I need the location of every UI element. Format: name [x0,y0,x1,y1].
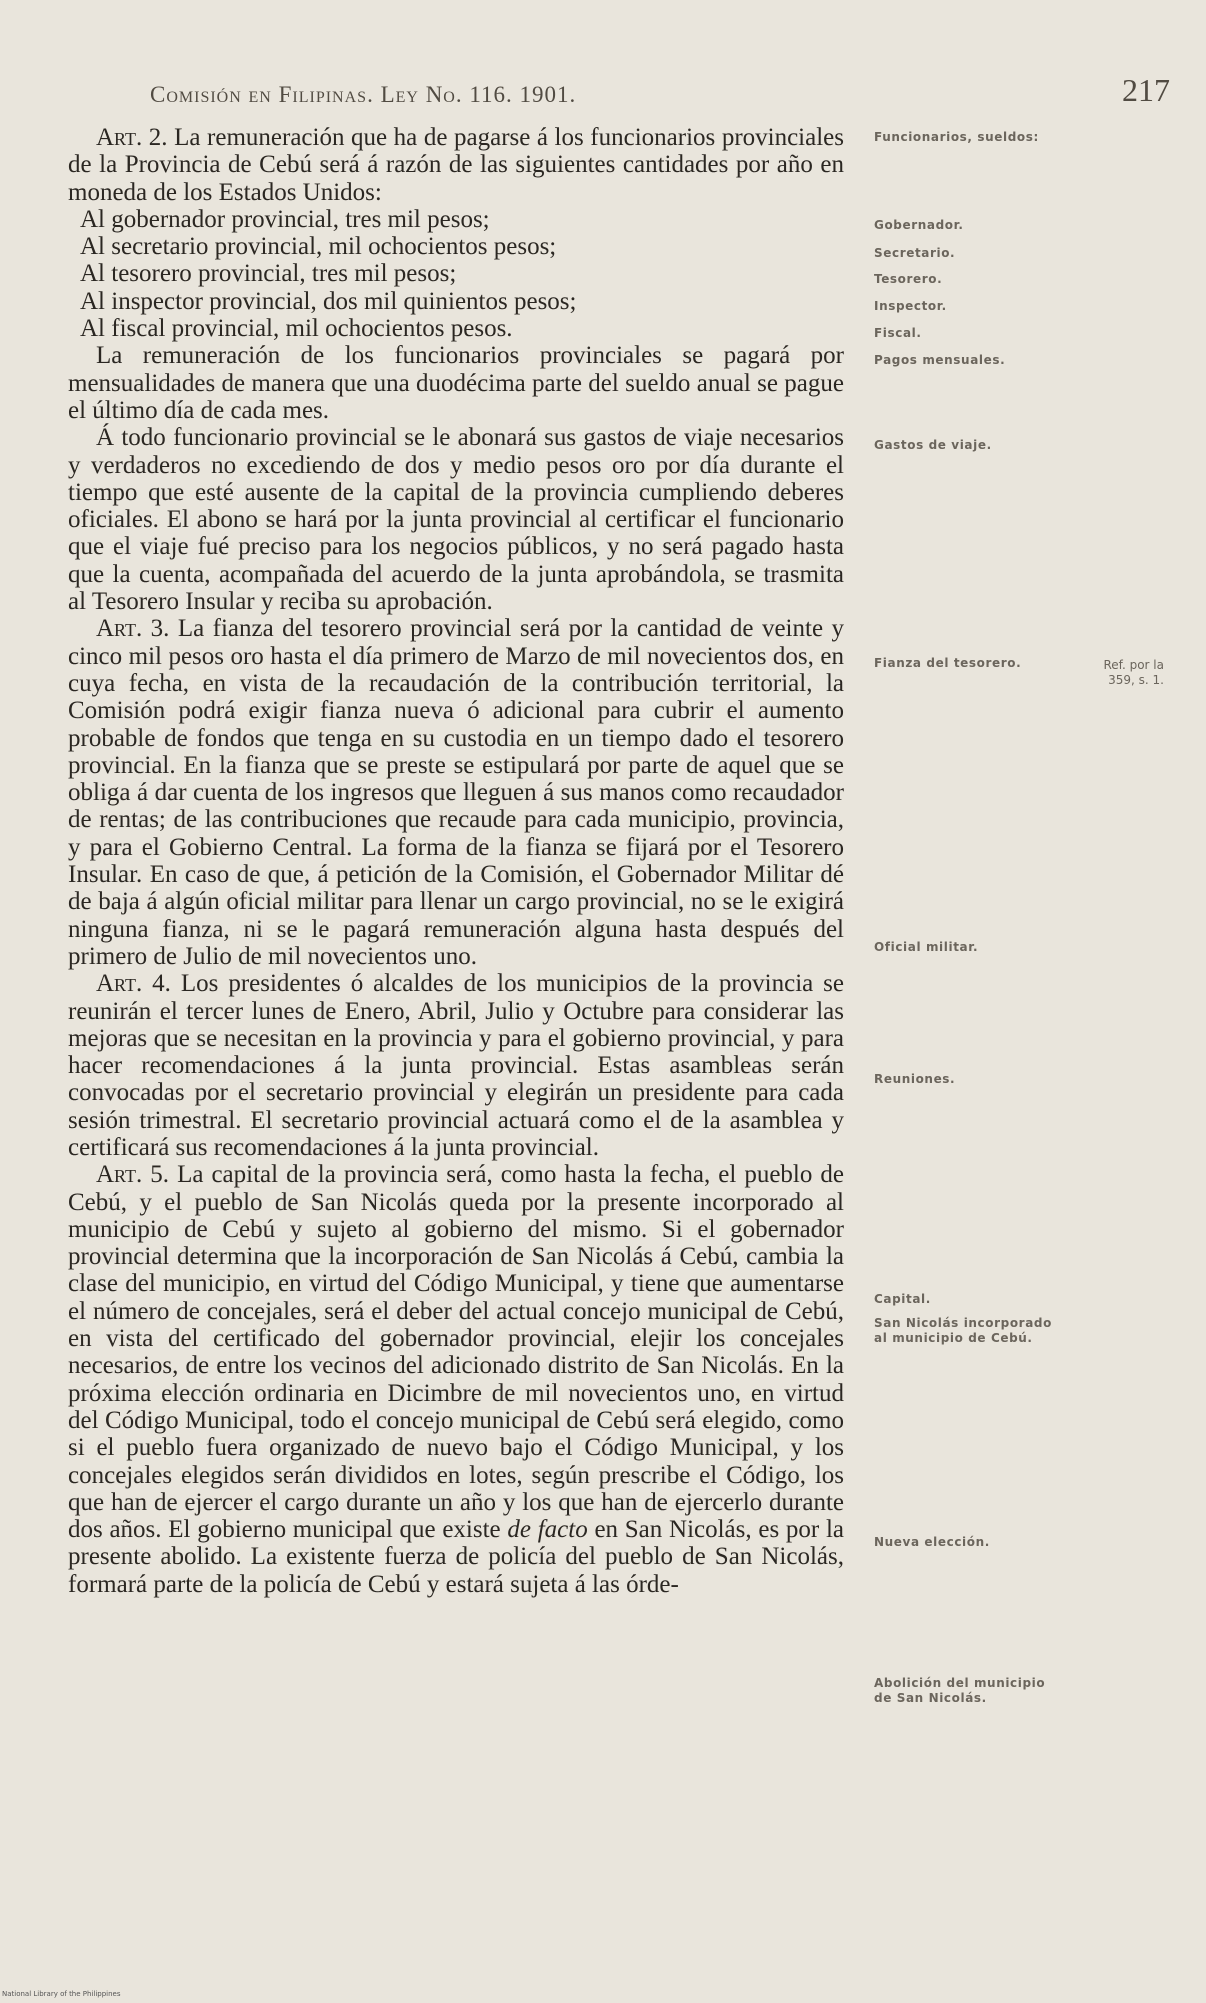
article-2-paragraph [68,124,844,206]
margin-note-treasurer: Tesorero. [874,272,943,286]
salary-fiscal: Al fiscal provincial, mil ochocientos pesos. [80,315,513,343]
margin-note-governor: Gobernador. [874,218,964,232]
body-text [68,124,844,1598]
monthly-payments-paragraph: La remuneración de los funcionarios provinciales se pagará por mensualidades de manera que una duodécima parte del sueldo anual se pague el último día de cada mes. [68,342,844,424]
article-4-label: Art. 4. [96,970,171,998]
article-3-paragraph [68,615,844,970]
footer-credit: National Library of the Philippines [2,1990,121,1998]
margin-note-fiscal: Fiscal. [874,326,922,340]
salary-inspector: Al inspector provincial, dos mil quinientos pesos; [80,287,577,315]
page-number: 217 [1122,72,1170,108]
salary-secretary: Al secretario provincial, mil ochocientos pesos; [80,233,557,261]
article-5-text-a: La capital de la provincia será, como hasta la fecha, el pueblo de Cebú, y el pueblo de San Nicolás queda por la presente incorporado al municipio de Cebú y sujeto al gobierno del mismo. Si el gobernador provincial determina que la incorporación de San Nicolás á Cebú, cambia la clase del municipio, en virtud del Código Municipal, y tiene que aumentarse el número de concejales, será el deber del actual concejo municipal de Cebú, en vista del certificado del gobernador provincial, elejir los concejales necesarios, de entre los vecinos del adicionado distrito de San Nicolás. En la próxima elección ordinaria en Dicimbre de mil novecientos uno, en virtud del Código Municipal, todo el concejo municipal de Cebú será elegido, como si el pueblo fuera organizado de nuevo bajo el Código Municipal, y los concejales elegidos serán divididos en lotes, según prescribe el Código, los que han de ejercer el cargo durante un año y los que han de ejercerlo durante dos años. El gobierno municipal que existe [68,1161,844,1544]
margin-note-salaries: Funcionarios, sueldos: [874,130,1039,144]
salary-governor: Al gobernador provincial, tres mil pesos; [80,205,490,233]
margin-note-monthly: Pagos mensuales. [874,353,1006,367]
margin-note-military: Oficial militar. [874,940,979,954]
salary-treasurer: Al tesorero provincial, tres mil pesos; [80,260,457,288]
margin-note-inspector: Inspector. [874,299,947,313]
article-2-label: Art. 2. [96,124,168,151]
margin-note-election: Nueva elección. [874,1535,990,1549]
article-5-text-b: en San Nicolás, es por la presente abolido. La existente fuerza de policía del pueblo de San Nicolás, formará parte de la policía de Cebú y estará sujeta á las órde- [68,1516,845,1598]
margin-note-meetings: Reuniones. [874,1072,956,1086]
article-4-text: Los presidentes ó alcaldes de los municipios de la provincia se reunirán el tercer lunes de Enero, Abril, Julio y Octubre para considerar las mejoras que se necesitan en la provincia y para el gobierno provincial, y para hacer recomendaciones á la junta provincial. Estas asambleas serán convocadas por el secretario provincial y elegirán un presidente para cada sesión trimestral. El secretario provincial actuará como el de la asamblea y certificará sus recomendaciones á la junta provincial. [68,970,844,1161]
margin-note-travel: Gastos de viaje. [874,438,992,452]
margin-note-abolition: Abolición del municipio de San Nicolás. [874,1676,1046,1705]
running-header [150,72,1170,112]
margin-note-bond: Fianza del tesorero. [874,656,1022,670]
margin-note-san-nicolas: San Nicolás incorporado al municipio de Cebú. [874,1316,1052,1345]
article-5-label: Art. 5. [96,1161,170,1189]
article-4-paragraph [68,970,844,1161]
travel-expenses-paragraph: Á todo funcionario provincial se le abonará sus gastos de viaje necesarios y verdaderos no excediendo de dos y medio pesos oro por día durante el tiempo que esté ausente de la capital de la provincia cumpliendo deberes oficiales. El abono se hará por la junta provincial al certificar el funcionario que el viaje fué preciso para los negocios públicos, y no será pagado hasta que la cuenta, acompañada del acuerdo de la junta aprobándola, se trasmita al Tesorero Insular y reciba su aprobación. [68,424,844,616]
margin-note-secretary: Secretario. [874,246,956,260]
cross-reference: Ref. por la 359, s. 1. [1103,658,1164,687]
margin-note-capital: Capital. [874,1292,931,1306]
article-3-text: La fianza del tesorero provincial será por la cantidad de veinte y cinco mil pesos oro hasta el día primero de Marzo de mil novecientos dos, en cuya fecha, en vista de la recaudación de la contribución territorial, la Comisión podrá exigir fianza nueva ó adicional para cubrir el aumento probable de fondos que tenga en su custodia en un tiempo dado el tesorero provincial. En la fianza que se preste se estipulará por parte de aquel que se obliga á dar cuenta de los ingresos que lleguen á sus manos como recaudador de rentas; de las contribuciones que recaude para cada municipio, provincia, y para el Gobierno Central. La forma de la fianza se fijará por el Tesorero Insular. En caso de que, á petición de la Comisión, el Gobernador Militar dé de baja á algún oficial militar para llenar un cargo provincial, no se le exigirá ninguna fianza, ni se le pagará remuneración alguna hasta después del primero de Julio de mil novecientos uno. [68,615,844,970]
article-5-paragraph [68,1161,844,1598]
article-3-label: Art. 3. [96,615,170,643]
header-title: Comisión en Filipinas. Ley No. 116. 1901. [150,82,577,107]
article-2-intro: La remuneración que ha de pagarse á los funcionarios provinciales de la Provincia de Cebú será á razón de las siguientes cantidades por año en moneda de los Estados Unidos: [68,124,844,206]
article-5-de-facto: de facto [507,1516,588,1544]
